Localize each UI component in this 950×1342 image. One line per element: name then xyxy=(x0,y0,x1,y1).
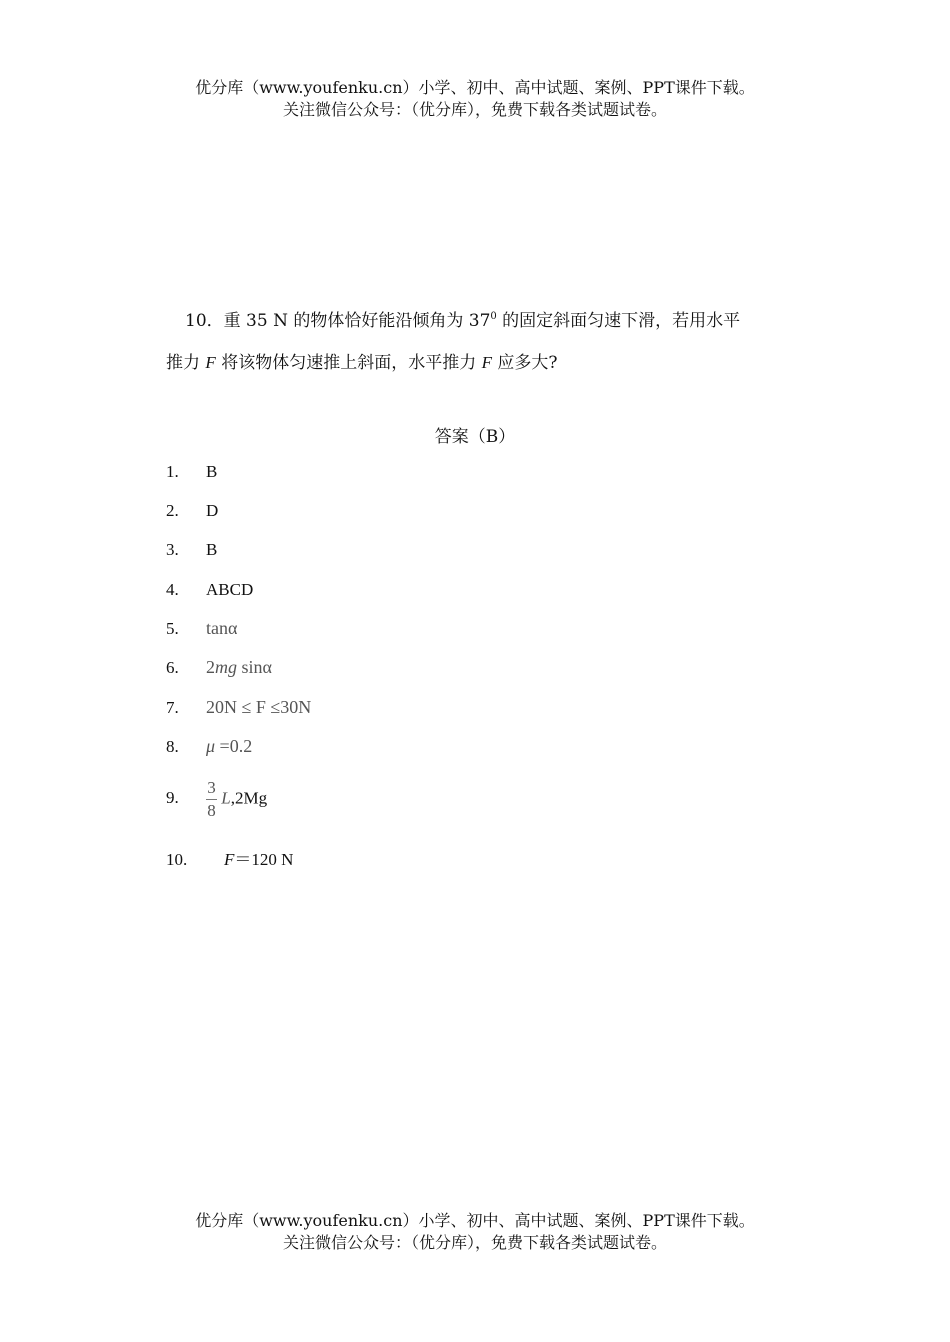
answer-formula: 20N ≤ F ≤30N xyxy=(206,697,312,717)
force-symbol: F xyxy=(224,850,235,869)
answer-number: 3. xyxy=(166,540,179,559)
answer-row-8 xyxy=(166,736,252,757)
answer-number: 7. xyxy=(166,698,179,717)
answer-number: 2. xyxy=(166,501,179,520)
formula-function: sinα xyxy=(241,657,272,677)
q10-text-d: 将该物体匀速推上斜面，水平推力 xyxy=(215,353,482,373)
force-symbol: F xyxy=(481,353,492,372)
answer-row-6 xyxy=(166,657,272,678)
question-10-line-1 xyxy=(166,296,796,342)
answer-number: 8. xyxy=(166,737,179,756)
answer-row-9 xyxy=(166,778,267,821)
header-line-2: 关注微信公众号：（优分库），免费下载各类试题试卷。 xyxy=(282,100,667,119)
answer-value: B xyxy=(206,540,218,559)
formula-variable: L xyxy=(221,788,231,808)
answer-value: ABCD xyxy=(206,580,254,599)
force-symbol: F xyxy=(205,353,216,372)
header-line-1: 优分库（www.youfenku.cn）小学、初中、高中试题、案例、PPT课件下载。 xyxy=(195,78,755,97)
answer-formula xyxy=(206,657,272,677)
answer-row-10 xyxy=(166,845,293,870)
answer-value: ＝120 N xyxy=(234,850,294,869)
answers-title: 答案（B） xyxy=(434,427,516,447)
answer-row-1 xyxy=(166,462,217,482)
q10-text-c: 推力 xyxy=(166,353,206,373)
answer-value: B xyxy=(206,462,218,481)
page-header xyxy=(0,77,950,121)
answer-formula xyxy=(206,736,252,756)
answer-row-7 xyxy=(166,697,311,718)
answer-row-4 xyxy=(166,580,253,600)
page-footer xyxy=(0,1210,950,1254)
answer-number: 1. xyxy=(166,462,179,481)
q10-text-e: 应多大? xyxy=(492,353,558,373)
answer-row-2 xyxy=(166,501,218,521)
answer-number: 9. xyxy=(166,788,179,808)
formula-variable: μ xyxy=(206,736,216,756)
answer-number: 4. xyxy=(166,580,179,599)
footer-line-1: 优分库（www.youfenku.cn）小学、初中、高中试题、案例、PPT课件下载。 xyxy=(195,1211,755,1230)
answer-number: 5. xyxy=(166,619,179,638)
answer-value: D xyxy=(206,501,219,520)
answer-row-5 xyxy=(166,618,237,639)
answer-formula: tanα xyxy=(206,618,238,638)
fraction-denominator: 8 xyxy=(207,801,216,820)
degree-superscript: 0 xyxy=(490,311,497,322)
question-10-line-2 xyxy=(166,342,796,384)
fraction xyxy=(206,778,217,821)
formula-value: =0.2 xyxy=(215,736,253,756)
fraction-numerator: 3 xyxy=(207,778,216,797)
answer-row-3 xyxy=(166,540,217,560)
answer-value: ,2Mg xyxy=(230,788,268,808)
formula-coefficient: 2 xyxy=(206,657,215,677)
answer-number: 6. xyxy=(166,658,179,677)
q10-text-b: 的固定斜面匀速下滑，若用水平 xyxy=(496,311,741,331)
answer-number: 10. xyxy=(166,850,188,869)
fraction-bar xyxy=(206,799,217,800)
formula-variable: mg xyxy=(215,657,237,677)
q10-text-a: 10．重 35 N 的物体恰好能沿倾角为 37 xyxy=(185,311,491,331)
footer-line-2: 关注微信公众号：（优分库），免费下载各类试题试卷。 xyxy=(282,1233,667,1252)
question-10 xyxy=(166,296,796,384)
